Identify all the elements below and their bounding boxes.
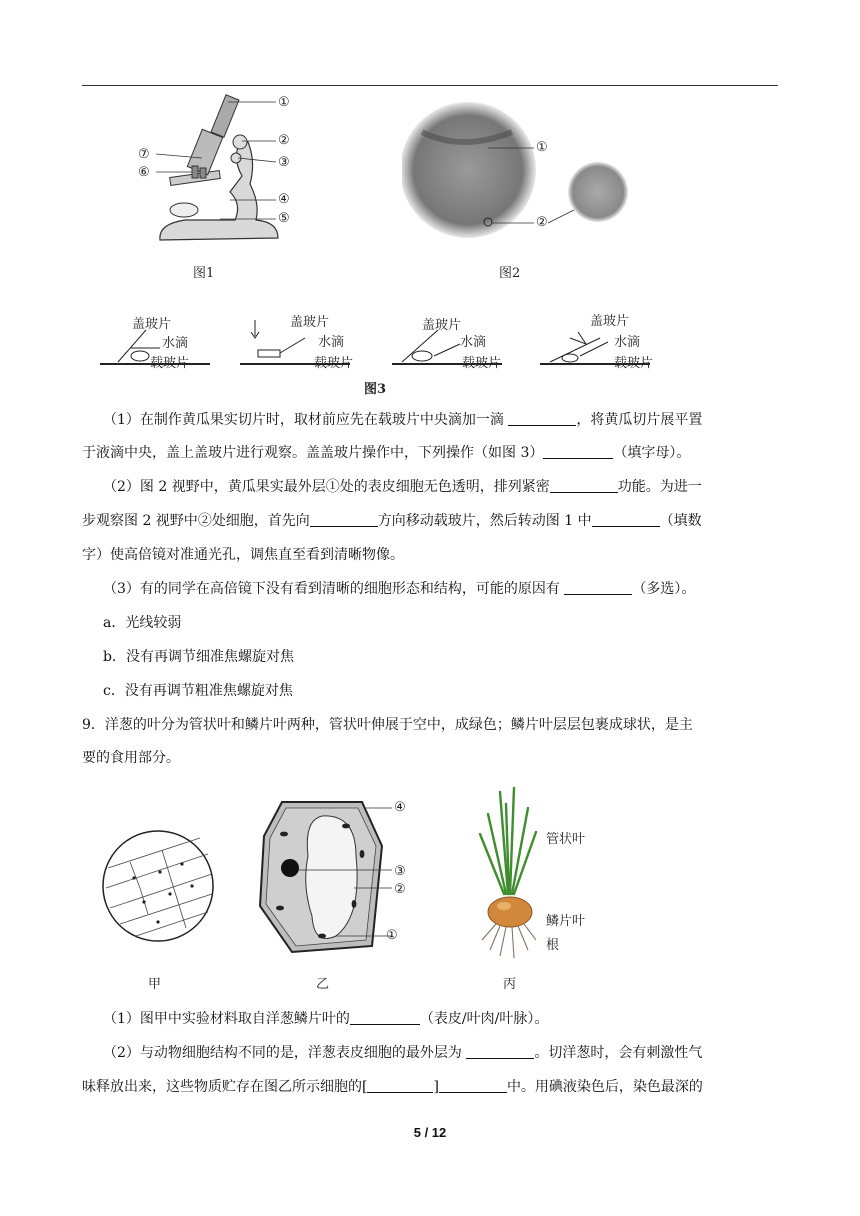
q8-p2-text-h: 字）使高倍镜对准通光孔，调焦直至看到清晰物像。 (82, 547, 404, 563)
q8-p1-line2 (82, 442, 690, 462)
q8-p1-line1 (103, 409, 702, 429)
fig3-p2-water: 水滴 (318, 335, 345, 350)
q8-answer-blank-5[interactable] (592, 511, 660, 527)
q8-p2-text-f: 方向移动载玻片，然后转动图 1 中 (377, 513, 592, 529)
q9-answer-blank-2[interactable] (466, 1043, 534, 1059)
fig-bing-label-root: 根 (546, 938, 560, 953)
header-rule (82, 85, 778, 86)
q8-p2-line3 (82, 544, 404, 564)
circled-2: ② (197, 513, 212, 529)
fig1-label-6: ⑥ (138, 165, 150, 180)
q9-p2-text-a: （2）与动物细胞结构不同的是，洋葱表皮细胞的最外层为 (103, 1045, 467, 1061)
q8-option-a: a．光线较弱 (103, 615, 182, 631)
q8-p2-text-d: 步观察图 2 视野中 (82, 513, 198, 529)
q9-p2-line2 (82, 1076, 703, 1096)
q8-p2-text-c: 功能。为进一 (617, 479, 702, 495)
fig-yi-caption: 乙 (316, 977, 330, 992)
fig2-label-2: ② (536, 215, 548, 230)
fig1-label-3: ③ (278, 155, 290, 170)
circled-1: ① (325, 479, 340, 495)
q8-p2-text-g: （填数 (659, 513, 702, 529)
fig3-p1-cover: 盖玻片 (132, 317, 172, 332)
q8-p1-text-b: ，将黄瓜切片展平置 (576, 412, 703, 428)
fig3-p3-cover: 盖玻片 (422, 318, 462, 333)
fig2-caption: 图2 (499, 266, 521, 281)
fig-bing-caption: 丙 (503, 977, 517, 992)
q8-answer-blank-6[interactable] (564, 579, 632, 595)
q9-p2-text-c: 味释放出来，这些物质贮存在图乙所示细胞的[ (82, 1079, 368, 1095)
q8-p2-text-a: （2）图 2 视野中，黄瓜果实最外层 (103, 479, 326, 495)
q8-p2-text-b: 处的表皮细胞无色透明，排列紧密 (339, 479, 550, 495)
q9-p2-text-d: ] (433, 1079, 439, 1095)
q8-answer-blank-3[interactable] (550, 477, 618, 493)
q9-p1-text-a: （1）图甲中实验材料取自洋葱鳞片叶的 (103, 1011, 350, 1027)
q8-p2-line1 (103, 476, 702, 496)
q8-option-c: c．没有再调节粗准焦螺旋对焦 (103, 683, 293, 699)
q9-p1-text-b: （表皮/叶肉/叶脉）。 (419, 1011, 549, 1027)
q8-p1-text-d: （填字母）。 (613, 445, 691, 461)
q8-p1-text-a: （1）在制作黄瓜果实切片时，取材前应先在载玻片中央滴加一滴 (103, 412, 509, 428)
q8-p3-text-b: （多选）。 (632, 581, 696, 597)
fig3-p1-slide: 载玻片 (150, 356, 190, 371)
q8-p1-text-c: 于液滴中央，盖上盖玻片进行观察。盖盖玻片操作中，下列操作（如图 3） (82, 445, 544, 461)
fig3-caption: 图3 (364, 382, 387, 397)
fig3-p4-water: 水滴 (614, 335, 641, 350)
fig-bing-label-scale-leaf: 鳞片叶 (546, 914, 586, 929)
fig2-label-1: ① (536, 140, 548, 155)
fig3-p2-slide: 载玻片 (314, 356, 354, 371)
page-number: 5 / 12 (413, 1125, 447, 1140)
q8-option-b: b．没有再调节细准焦螺旋对焦 (103, 649, 294, 665)
fig3-p4-cover: 盖玻片 (590, 314, 630, 329)
q8-answer-blank-2[interactable] (543, 443, 613, 459)
q8-answer-blank-1[interactable] (508, 410, 576, 426)
q9-stem-line2: 要的食用部分。 (82, 750, 180, 766)
fig3-p4-slide: 载玻片 (614, 356, 654, 371)
onion-plant-figure (470, 784, 550, 964)
q9-answer-blank-1[interactable] (350, 1009, 420, 1025)
fig1-label-2: ② (278, 133, 290, 148)
fig-yi-label-1: ① (386, 928, 398, 943)
q9-answer-blank-3[interactable] (367, 1077, 433, 1093)
q8-p2-line2 (82, 510, 702, 530)
q9-stem-line1: 9．洋葱的叶分为管状叶和鳞片叶两种，管状叶伸展于空中，成绿色；鳞片叶层层包裹成球状，是主 (82, 717, 693, 733)
fig1-label-4: ④ (278, 192, 290, 207)
microscope-figure (130, 92, 310, 252)
q8-p2-text-e: 处细胞，首先向 (211, 513, 310, 529)
onion-epidermis-figure (100, 828, 216, 944)
q9-answer-blank-4[interactable] (439, 1077, 507, 1093)
micrograph-figure (402, 92, 642, 252)
q9-p2-line1 (103, 1042, 702, 1062)
q8-answer-blank-4[interactable] (310, 511, 378, 527)
fig1-label-5: ⑤ (278, 211, 290, 226)
q9-p2-text-e: 中。用碘液染色后，染色最深的 (506, 1079, 703, 1095)
fig3-p3-slide: 载玻片 (462, 356, 502, 371)
fig-yi-label-3: ③ (394, 864, 406, 879)
fig3-p3-water: 水滴 (460, 335, 487, 350)
fig-bing-label-tubular-leaf: 管状叶 (546, 832, 586, 847)
q9-p1-line1 (103, 1008, 548, 1028)
q8-p3-text-a: （3）有的同学在高倍镜下没有看到清晰的细胞形态和结构，可能的原因有 (103, 581, 565, 597)
fig-jia-caption: 甲 (148, 977, 162, 992)
fig3-p1-water: 水滴 (162, 336, 189, 351)
fig1-label-1: ① (278, 95, 290, 110)
fig3-p2-cover: 盖玻片 (290, 315, 330, 330)
fig1-caption: 图1 (193, 266, 215, 281)
fig-yi-label-2: ② (394, 882, 406, 897)
q9-p2-text-b: 。切洋葱时，会有刺激性气 (534, 1045, 703, 1061)
fig1-label-7: ⑦ (138, 147, 150, 162)
fig-yi-label-4: ④ (394, 800, 406, 815)
q8-p3-line1 (103, 578, 695, 598)
